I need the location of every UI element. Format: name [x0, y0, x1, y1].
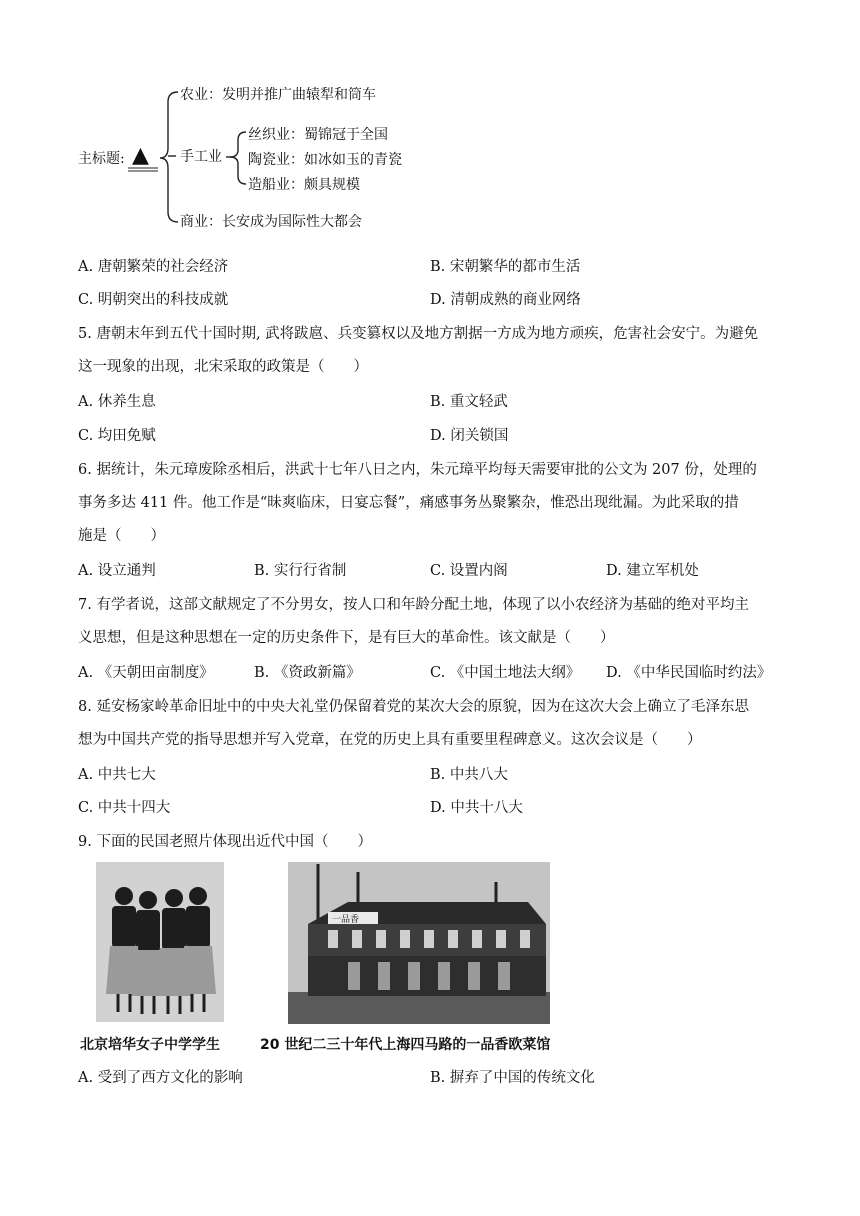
q7-option-b[interactable]: B. 《资政新篇》 [254, 665, 361, 681]
q4-option-a[interactable]: A. 唐朝繁荣的社会经济 [78, 259, 229, 275]
diagram-main-label: 主标题: [78, 151, 125, 167]
q5-stem-line-2: 这一现象的出现，北宋采取的政策是（ ） [78, 359, 368, 375]
photo-schoolgirls [96, 862, 224, 1022]
q8-option-d[interactable]: D. 中共十八大 [430, 800, 523, 816]
q6-stem-line-1: 6. 据统计，朱元璋废除丞相后，洪武十七年八日之内，朱元璋平均每天需要审批的公文为 207 份，处理的 [78, 462, 757, 478]
restaurant-illustration [288, 862, 550, 1024]
q9-option-b[interactable]: B. 摒弃了中国的传统文化 [430, 1070, 595, 1086]
q4-option-c[interactable]: C. 明朝突出的科技成就 [78, 292, 229, 308]
q6-option-b[interactable]: B. 实行行省制 [254, 563, 347, 579]
q9-stem-line-1: 9. 下面的民国老照片体现出近代中国（ ） [78, 834, 372, 850]
triangle-icon: ▲ [132, 143, 149, 168]
q5-option-c[interactable]: C. 均田免赋 [78, 428, 156, 444]
photo-caption-2: 20 世纪二三十年代上海四马路的一品香欧菜馆 [260, 1037, 551, 1053]
diagram-porcelain: 陶瓷业：如冰如玉的青瓷 [248, 152, 402, 168]
q6-stem-line-2: 事务多达 411 件。他工作是“昧爽临床，日宴忘餐”，痛感事务丛聚繁杂，惟恐出现纰漏。为此采取的措 [78, 495, 739, 511]
diagram-silk: 丝织业：蜀锦冠于全国 [248, 127, 388, 143]
diagram-handicraft: 手工业 [180, 149, 222, 165]
q6-option-c[interactable]: C. 设置内阁 [430, 563, 508, 579]
q6-option-a[interactable]: A. 设立通判 [78, 563, 156, 579]
photo-restaurant [288, 862, 550, 1024]
q4-option-d[interactable]: D. 清朝成熟的商业网络 [430, 292, 581, 308]
photo-caption-1: 北京培华女子中学学生 [80, 1037, 220, 1053]
q8-stem-line-1: 8. 延安杨家岭革命旧址中的中央大礼堂仍保留着党的某次大会的原貌，因为在这次大会上确立了毛泽东思 [78, 699, 749, 715]
q7-stem-line-2: 义思想，但是这种思想在一定的历史条件下，是有巨大的革命性。该文献是（ ） [78, 630, 615, 646]
restaurant-sign: 一品香 [332, 915, 360, 925]
schoolgirls-illustration [96, 862, 224, 1022]
q7-option-a[interactable]: A. 《天朝田亩制度》 [78, 665, 214, 681]
q5-stem-line-1: 5. 唐朝末年到五代十国时期, 武将跋扈、兵变篡权以及地方割据一方成为地方顽疾，危害社会安宁。为避免 [78, 326, 759, 342]
q6-stem-line-3: 施是（ ） [78, 528, 165, 544]
q9-option-a[interactable]: A. 受到了西方文化的影响 [78, 1070, 243, 1086]
diagram-agriculture: 农业：发明并推广曲辕犁和筒车 [180, 87, 376, 103]
diagram-commerce: 商业：长安成为国际性大都会 [180, 214, 362, 230]
q7-stem-line-1: 7. 有学者说，这部文献规定了不分男女，按人口和年龄分配土地，体现了以小农经济为基础的绝对平均主 [78, 597, 749, 613]
diagram-brackets [0, 0, 860, 240]
q8-stem-line-2: 想为中国共产党的指导思想并写入党章，在党的历史上具有重要里程碑意义。这次会议是（ ） [78, 732, 702, 748]
q8-option-a[interactable]: A. 中共七大 [78, 767, 156, 783]
diagram-shipbuilding: 造船业：颇具规模 [248, 177, 360, 193]
q8-option-c[interactable]: C. 中共十四大 [78, 800, 171, 816]
q7-option-d[interactable]: D. 《中华民国临时约法》 [606, 665, 772, 681]
q5-option-d[interactable]: D. 闭关锁国 [430, 428, 509, 444]
q6-option-d[interactable]: D. 建立军机处 [606, 563, 699, 579]
q5-option-b[interactable]: B. 重文轻武 [430, 394, 508, 410]
q7-option-c[interactable]: C. 《中国土地法大纲》 [430, 665, 581, 681]
q8-option-b[interactable]: B. 中共八大 [430, 767, 508, 783]
q4-option-b[interactable]: B. 宋朝繁华的都市生活 [430, 259, 581, 275]
q5-option-a[interactable]: A. 休养生息 [78, 394, 156, 410]
